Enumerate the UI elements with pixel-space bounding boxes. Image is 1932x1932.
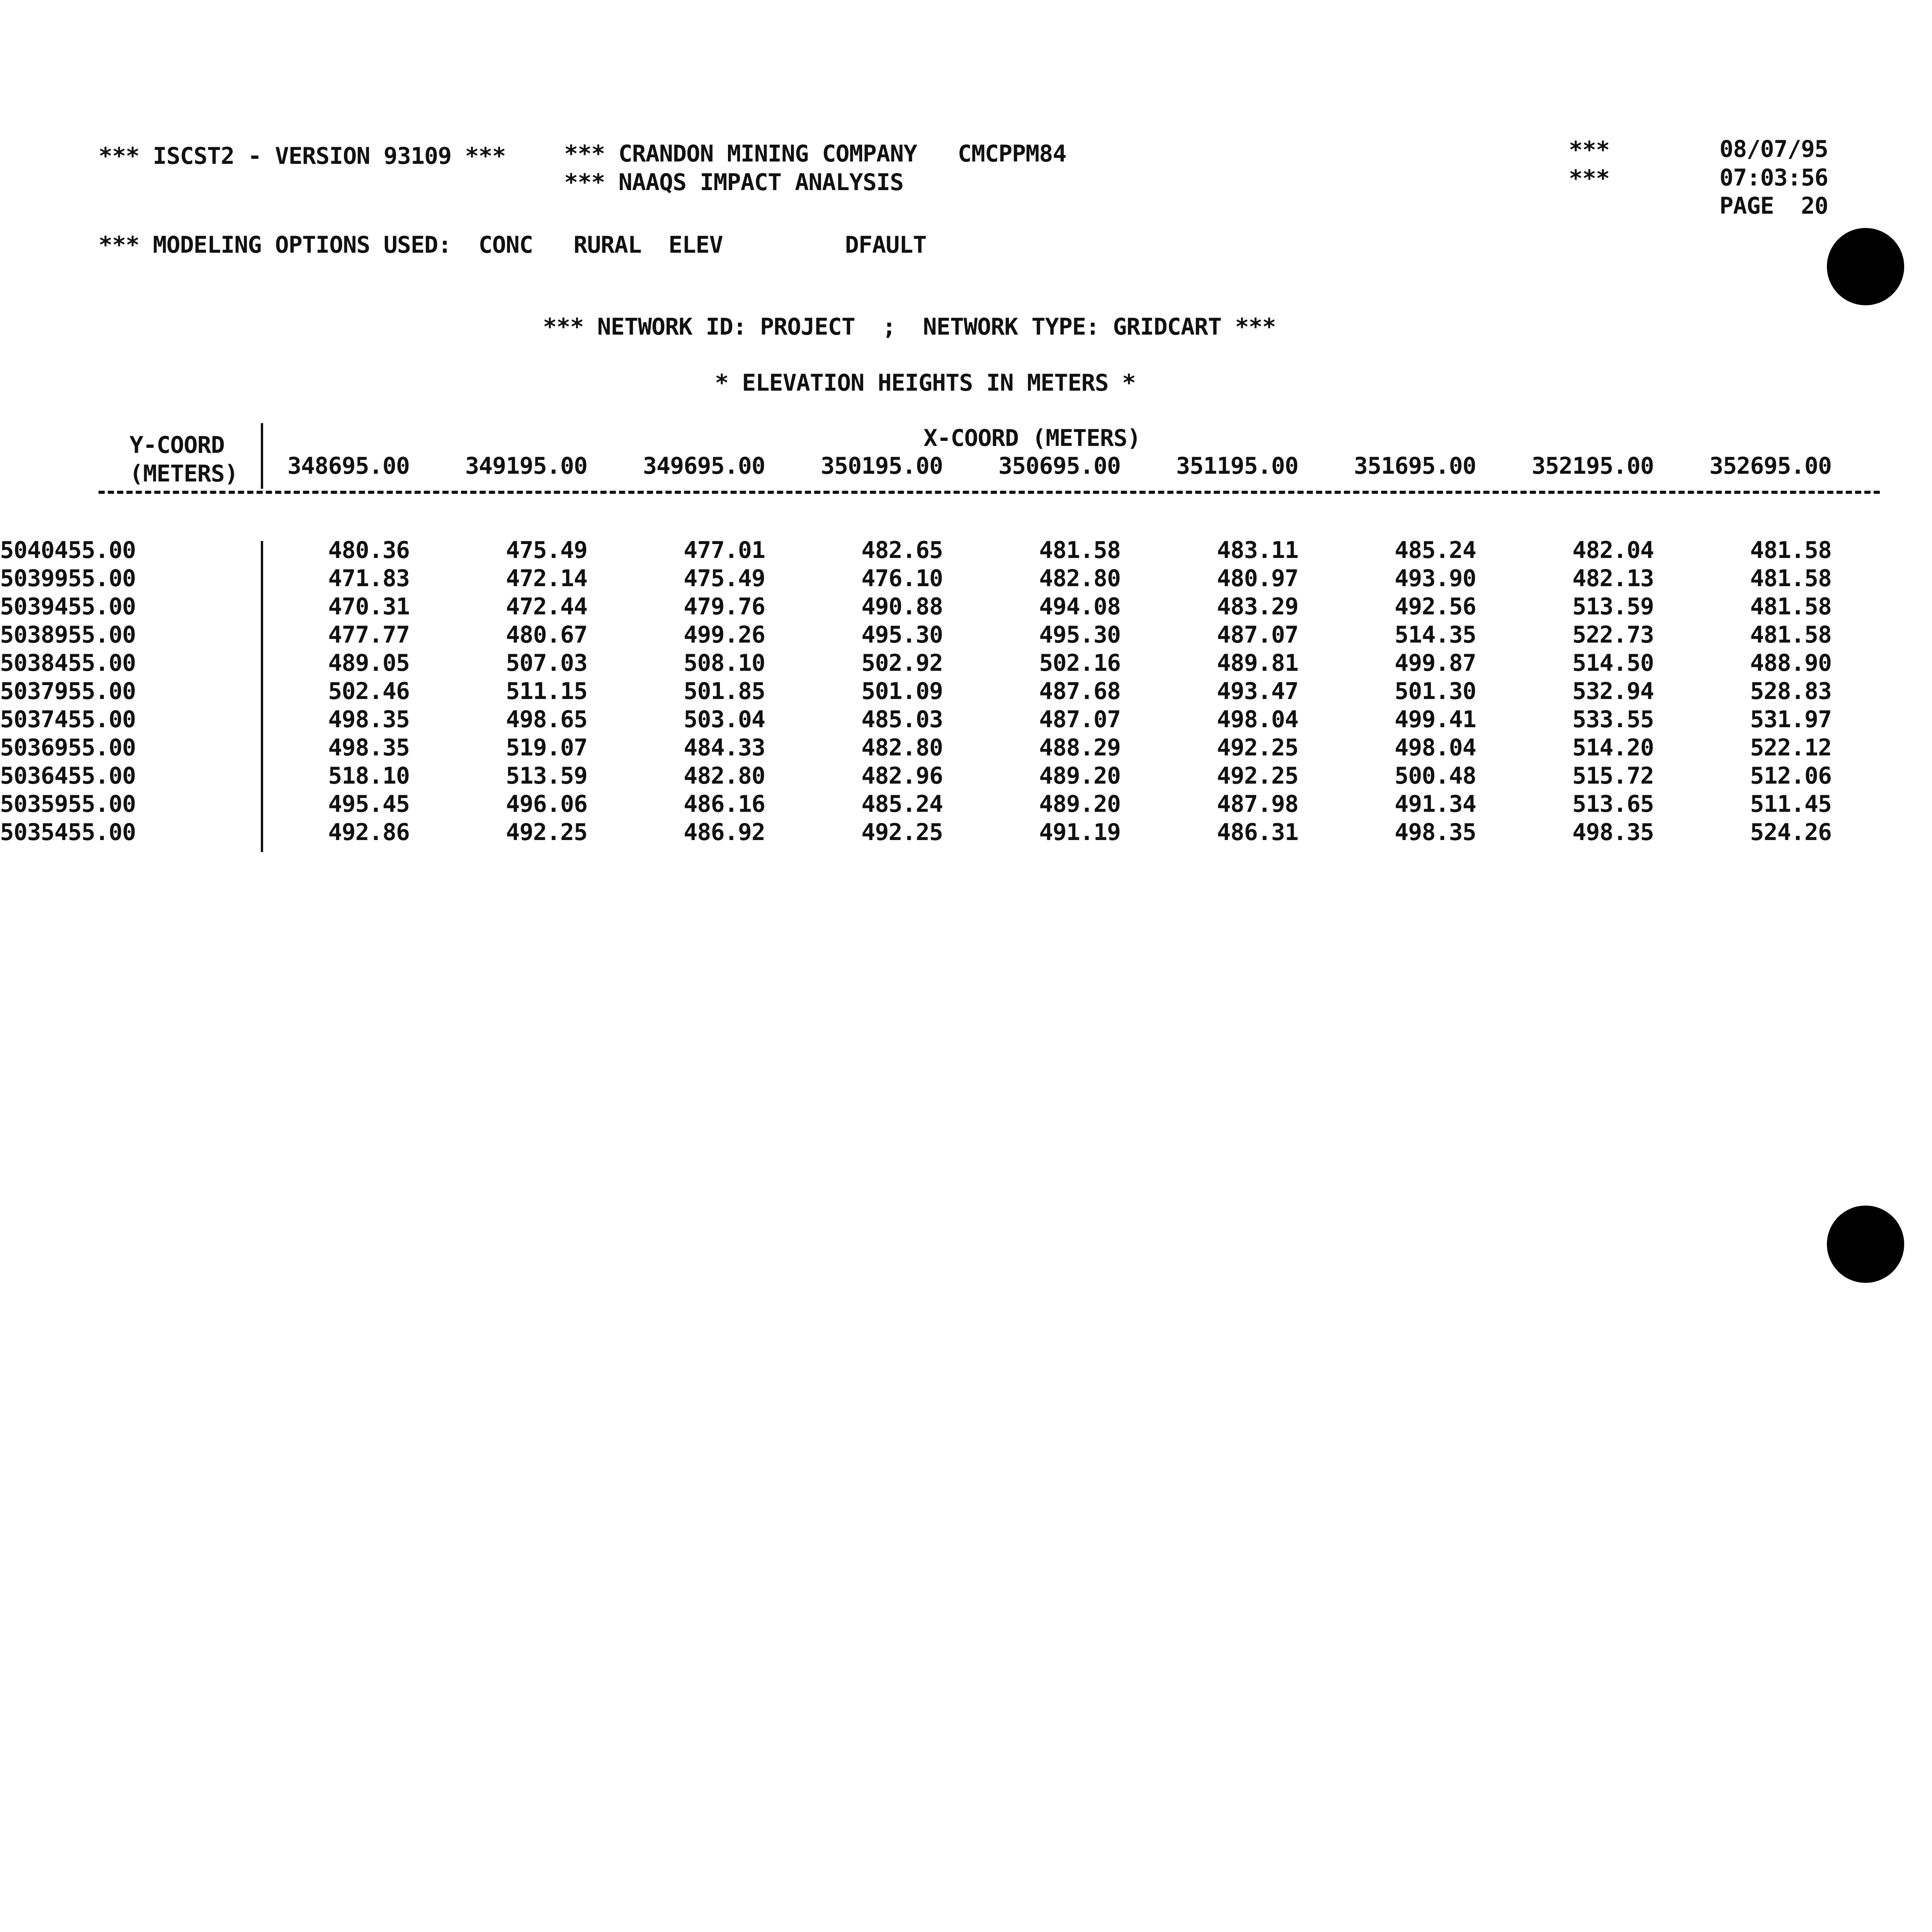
elevation-cell: 507.03 [506, 650, 587, 677]
x-coord-header-row [97, 452, 1913, 480]
run-time: 07:03:56 [1719, 164, 1828, 191]
x-coord-label: 349195.00 [465, 452, 587, 480]
analysis-line: *** NAAQS IMPACT ANALYSIS [564, 169, 904, 196]
elevation-cell: 501.30 [1395, 678, 1476, 705]
elevation-cell: 482.80 [861, 734, 943, 761]
elevation-cell: 480.67 [506, 621, 587, 648]
y-meters-header: (METERS) [129, 460, 238, 487]
elevation-cell: 495.30 [1039, 621, 1121, 648]
page-number: PAGE 20 [1719, 192, 1828, 219]
x-coord-label: 349695.00 [643, 452, 765, 480]
elevation-cell: 475.49 [684, 565, 765, 592]
company-line: *** CRANDON MINING COMPANY CMCPPM84 [564, 140, 1066, 167]
elevation-cell: 477.01 [684, 537, 765, 564]
row-divider [261, 541, 263, 852]
table-row [0, 649, 1913, 677]
header-stars-1: *** [1569, 136, 1610, 163]
x-coord-label: 350695.00 [998, 452, 1121, 480]
elevation-cell: 488.29 [1039, 734, 1121, 761]
elevation-cell: 498.35 [1572, 819, 1654, 846]
binder-hole-middle [1827, 1206, 1904, 1283]
binder-hole-top [1827, 228, 1904, 305]
x-coord-label: 350195.00 [820, 452, 943, 480]
elevation-cell: 489.20 [1039, 791, 1121, 818]
elevation-cell: 481.58 [1039, 537, 1121, 564]
program-version: *** ISCST2 - VERSION 93109 *** [99, 143, 506, 170]
elevation-title: * ELEVATION HEIGHTS IN METERS * [715, 369, 1136, 396]
elevation-cell: 495.45 [328, 791, 410, 818]
table-row [0, 593, 1913, 621]
x-coord-label: 351195.00 [1176, 452, 1298, 480]
y-coord-value: 5037955.00 [0, 678, 136, 705]
elevation-cell: 492.25 [506, 819, 587, 846]
elevation-cell: 514.35 [1395, 621, 1476, 648]
elevation-cell: 499.87 [1395, 650, 1476, 677]
x-coord-row [97, 452, 1913, 480]
elevation-cell: 513.59 [506, 762, 587, 789]
elevation-cell: 481.58 [1750, 621, 1832, 648]
elevation-cell: 482.04 [1572, 537, 1654, 564]
elevation-cell: 518.10 [328, 762, 410, 789]
elevation-cell: 472.44 [506, 593, 587, 620]
x-coord-header: X-COORD (METERS) [923, 425, 1141, 452]
x-coord-label: 351695.00 [1354, 452, 1476, 480]
network-line: *** NETWORK ID: PROJECT ; NETWORK TYPE: GRIDCART *** [543, 313, 1276, 340]
y-coord-header: Y-COORD [129, 432, 224, 459]
elevation-cell: 493.47 [1217, 678, 1298, 705]
elevation-cell: 489.05 [328, 650, 410, 677]
y-coord-value: 5039955.00 [0, 565, 136, 592]
elevation-cell: 470.31 [328, 593, 410, 620]
elevation-cell: 492.25 [1217, 734, 1298, 761]
x-coord-label: 352195.00 [1531, 452, 1654, 480]
elevation-cell: 492.56 [1395, 593, 1476, 620]
elevation-cell: 490.88 [861, 593, 943, 620]
elevation-cell: 486.16 [684, 791, 765, 818]
table-row [0, 706, 1913, 734]
elevation-cell: 502.92 [861, 650, 943, 677]
elevation-cell: 522.73 [1572, 621, 1654, 648]
elevation-cell: 492.25 [1217, 762, 1298, 789]
elevation-cell: 498.04 [1395, 734, 1476, 761]
x-coord-label: 348695.00 [287, 452, 410, 480]
elevation-cell: 528.83 [1750, 678, 1832, 705]
elevation-cell: 492.86 [328, 819, 410, 846]
dashed-separator [99, 491, 1880, 494]
elevation-cell: 498.65 [506, 706, 587, 733]
y-coord-value: 5036455.00 [0, 762, 136, 789]
elevation-cell: 500.48 [1395, 762, 1476, 789]
elevation-cell: 496.06 [506, 791, 587, 818]
elevation-cell: 513.65 [1572, 791, 1654, 818]
elevation-cell: 479.76 [684, 593, 765, 620]
y-coord-value: 5038955.00 [0, 621, 136, 648]
elevation-cell: 489.81 [1217, 650, 1298, 677]
elevation-cell: 486.92 [684, 819, 765, 846]
elevation-cell: 524.26 [1750, 819, 1832, 846]
elevation-cell: 512.06 [1750, 762, 1832, 789]
elevation-cell: 485.24 [1395, 537, 1476, 564]
header-stars-2: *** [1569, 165, 1610, 192]
elevation-cell: 472.14 [506, 565, 587, 592]
elevation-cell: 482.65 [861, 537, 943, 564]
elevation-cell: 483.11 [1217, 537, 1298, 564]
y-coord-value: 5035955.00 [0, 791, 136, 818]
elevation-cell: 471.83 [328, 565, 410, 592]
y-coord-value: 5036955.00 [0, 734, 136, 761]
y-coord-value: 5037455.00 [0, 706, 136, 733]
table-row [0, 790, 1913, 818]
elevation-cell: 498.35 [328, 706, 410, 733]
elevation-cell: 513.59 [1572, 593, 1654, 620]
elevation-cell: 495.30 [861, 621, 943, 648]
table-row [0, 536, 1913, 565]
elevation-cell: 514.50 [1572, 650, 1654, 677]
elevation-cell: 493.90 [1395, 565, 1476, 592]
elevation-cell: 494.08 [1039, 593, 1121, 620]
elevation-cell: 487.07 [1217, 621, 1298, 648]
elevation-cell: 491.19 [1039, 819, 1121, 846]
elevation-cell: 511.45 [1750, 791, 1832, 818]
elevation-cell: 476.10 [861, 565, 943, 592]
elevation-cell: 514.20 [1572, 734, 1654, 761]
elevation-cell: 511.15 [506, 678, 587, 705]
elevation-cell: 491.34 [1395, 791, 1476, 818]
elevation-cell: 498.35 [328, 734, 410, 761]
elevation-cell: 489.20 [1039, 762, 1121, 789]
elevation-cell: 485.03 [861, 706, 943, 733]
y-coord-value: 5039455.00 [0, 593, 136, 620]
y-coord-value: 5035455.00 [0, 819, 136, 846]
elevation-cell: 492.25 [861, 819, 943, 846]
table-row [0, 621, 1913, 649]
elevation-cell: 482.96 [861, 762, 943, 789]
table-row [0, 734, 1913, 762]
elevation-table [0, 536, 1913, 847]
elevation-cell: 533.55 [1572, 706, 1654, 733]
run-date: 08/07/95 [1719, 136, 1828, 163]
elevation-cell: 522.12 [1750, 734, 1832, 761]
elevation-cell: 532.94 [1572, 678, 1654, 705]
table-row [0, 762, 1913, 790]
elevation-cell: 515.72 [1572, 762, 1654, 789]
y-coord-value: 5040455.00 [0, 537, 136, 564]
elevation-cell: 503.04 [684, 706, 765, 733]
elevation-cell: 498.04 [1217, 706, 1298, 733]
elevation-cell: 531.97 [1750, 706, 1832, 733]
elevation-cell: 488.90 [1750, 650, 1832, 677]
elevation-cell: 502.16 [1039, 650, 1121, 677]
elevation-cell: 501.09 [861, 678, 943, 705]
elevation-cell: 508.10 [684, 650, 765, 677]
elevation-cell: 487.98 [1217, 791, 1298, 818]
table-row [0, 818, 1913, 847]
elevation-cell: 487.68 [1039, 678, 1121, 705]
x-coord-label: 352695.00 [1709, 452, 1832, 480]
elevation-cell: 481.58 [1750, 565, 1832, 592]
elevation-cell: 475.49 [506, 537, 587, 564]
elevation-cell: 482.80 [684, 762, 765, 789]
elevation-cell: 499.41 [1395, 706, 1476, 733]
elevation-cell: 480.36 [328, 537, 410, 564]
elevation-cell: 502.46 [328, 678, 410, 705]
table-row [0, 565, 1913, 593]
elevation-cell: 482.13 [1572, 565, 1654, 592]
y-coord-value: 5038455.00 [0, 650, 136, 677]
elevation-cell: 499.26 [684, 621, 765, 648]
elevation-cell: 480.97 [1217, 565, 1298, 592]
elevation-cell: 501.85 [684, 678, 765, 705]
elevation-cell: 484.33 [684, 734, 765, 761]
elevation-cell: 477.77 [328, 621, 410, 648]
elevation-cell: 482.80 [1039, 565, 1121, 592]
elevation-cell: 481.58 [1750, 537, 1832, 564]
table-row [0, 677, 1913, 706]
elevation-cell: 487.07 [1039, 706, 1121, 733]
elevation-cell: 483.29 [1217, 593, 1298, 620]
elevation-cell: 486.31 [1217, 819, 1298, 846]
elevation-cell: 519.07 [506, 734, 587, 761]
modeling-options: *** MODELING OPTIONS USED: CONC RURAL ELEV DFAULT [99, 231, 927, 259]
elevation-cell: 498.35 [1395, 819, 1476, 846]
elevation-cell: 481.58 [1750, 593, 1832, 620]
elevation-cell: 485.24 [861, 791, 943, 818]
